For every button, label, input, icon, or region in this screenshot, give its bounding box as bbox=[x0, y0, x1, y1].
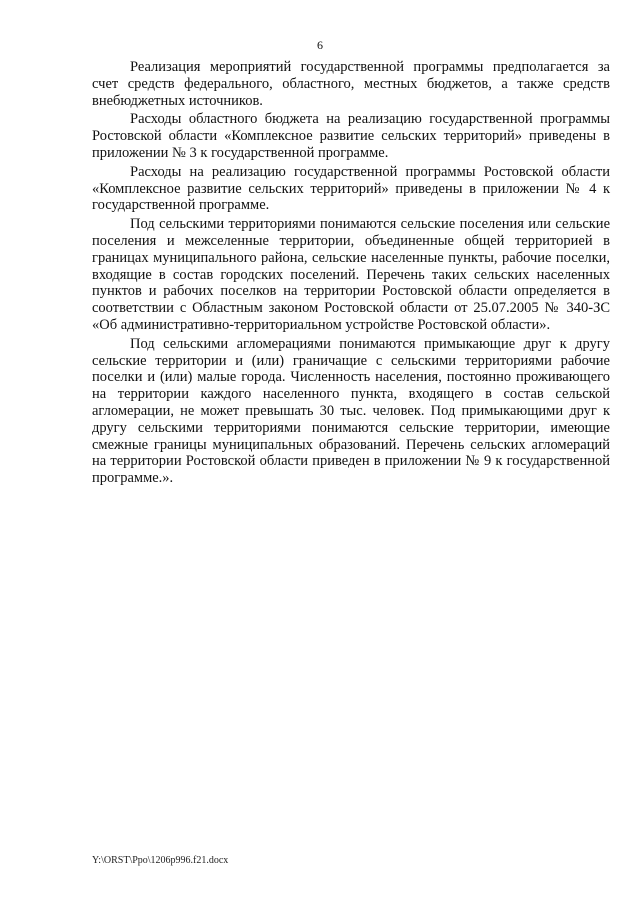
paragraph-rural-agglomerations-definition: Под сельскими агломерациями понимаются примыкающие друг к другу сельские территории и (или) граничащие с сельскими территориями рабочие поселки и (или) малые города. Численность населения, постоянно проживающего на территории каждого населенного пункта, входящего в состав сельской агломерации, не может превышать 30 тыс. человек. Под примыкающими друг к другу сельскими территориями понимаются сельские территории, имеющие смежные границы муниципальных образований. Перечень сельских агломераций на территории Ростовской области приведен в приложении № 9 к государственной программе.». bbox=[92, 335, 610, 487]
paragraph-rural-territories-definition: Под сельскими территориями понимаются сельские поселения или сельские поселения и межселенные территории, объединенные общей территорией в границах муниципального района, сельские населенные пункты, рабочие поселки, входящие в состав городских поселений. Перечень таких сельских населенных пунктов и рабочих поселков на территории Ростовской области определяется в соответствии с Областным законом Ростовской области от 25.07.2005 № 340-ЗС «Об административно-территориальном устройстве Ростовской области». bbox=[92, 216, 610, 333]
paragraph-program-expenses: Расходы на реализацию государственной программы Ростовской области «Комплексное развитие сельских территорий» приведены в приложении № 4 к государственной программе. bbox=[92, 163, 610, 214]
page-number: 6 bbox=[317, 38, 323, 52]
paragraph-regional-budget-expenses: Расходы областного бюджета на реализацию государственной программы Ростовской области «Комплексное развитие сельских территорий» приведены в приложении № 3 к государственной программе. bbox=[92, 111, 610, 161]
paragraph-funding-sources: Реализация мероприятий государственной программы предполагается за счет средств федерального, областного, местных бюджетов, а также средств внебюджетных источников. bbox=[92, 59, 610, 109]
footer-file-path: Y:\ORST\Ppo\1206p996.f21.docx bbox=[92, 855, 229, 866]
document-body bbox=[92, 59, 610, 487]
